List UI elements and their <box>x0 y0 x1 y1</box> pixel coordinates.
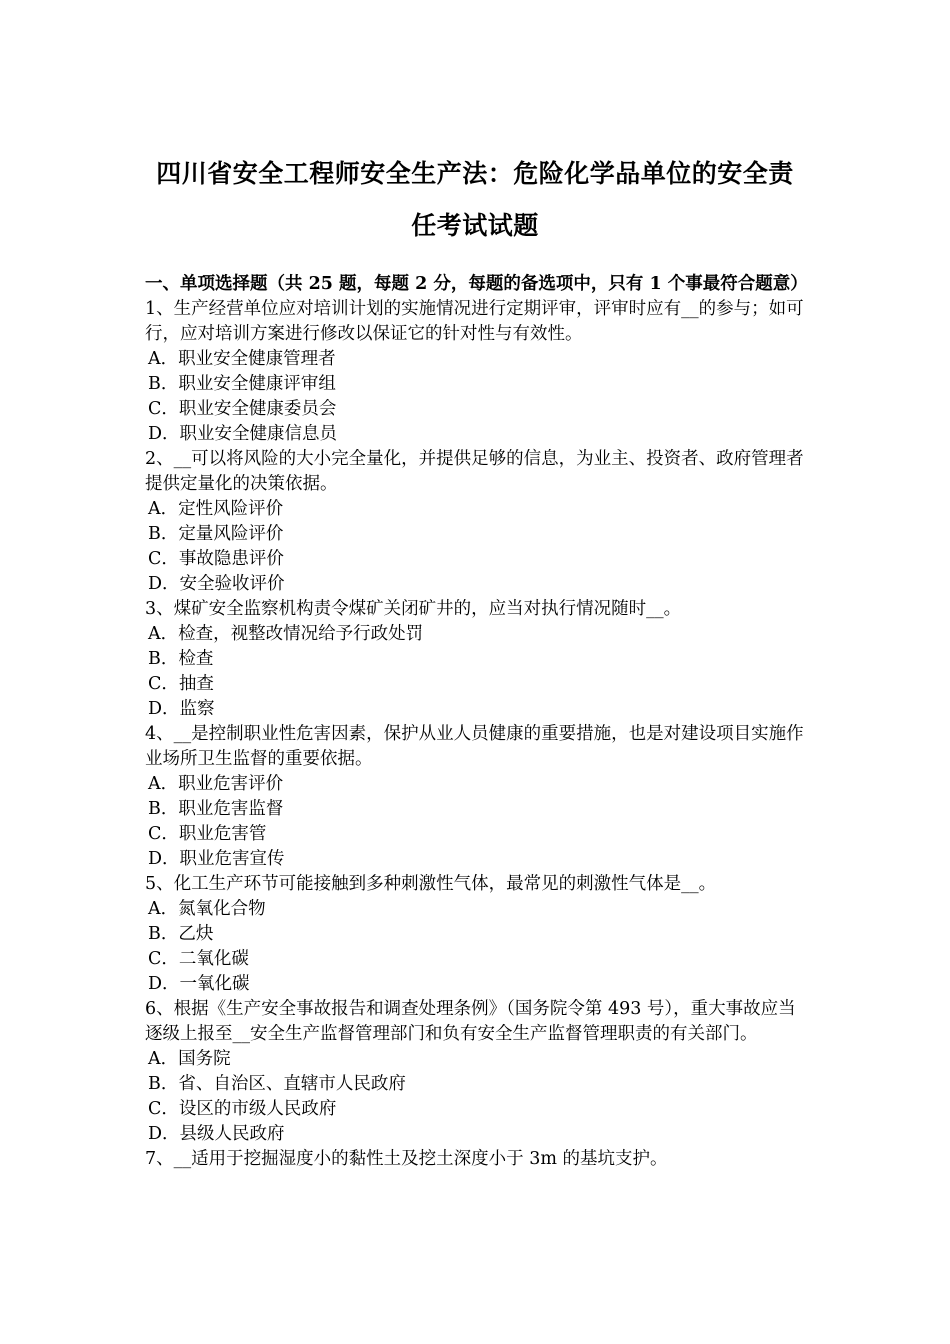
question-6 <box>145 997 810 1147</box>
option-c: C．事故隐患评价 <box>148 549 284 569</box>
question-5 <box>145 872 810 997</box>
option-b: B．乙炔 <box>148 924 214 944</box>
question-2 <box>145 447 810 597</box>
question-text: 4、__是控制职业性危害因素，保护从业人员健康的重要措施，也是对建设项目实施作业场所卫生监督的重要依据。 <box>145 724 804 769</box>
option-b: B．定量风险评价 <box>148 524 284 544</box>
option-a: A．职业安全健康管理者 <box>148 349 336 369</box>
question-4 <box>145 722 810 872</box>
option-b: B．职业危害监督 <box>148 799 284 819</box>
option-b: B．检查 <box>148 649 214 669</box>
option-c: C．抽查 <box>148 674 214 694</box>
option-d: D．安全验收评价 <box>148 574 285 594</box>
question-text: 3、煤矿安全监察机构责令煤矿关闭矿井的，应当对执行情况随时__。 <box>145 599 682 619</box>
option-a: A．定性风险评价 <box>148 499 284 519</box>
option-a: A．职业危害评价 <box>148 774 284 794</box>
option-b: B．省、自治区、直辖市人民政府 <box>148 1074 406 1094</box>
question-1 <box>145 297 810 447</box>
question-3 <box>145 597 810 722</box>
option-d: D．监察 <box>148 699 215 719</box>
section-heading: 一、单项选择题（共 25 题，每题 2 分，每题的备选项中，只有 1 个事最符合题意） <box>145 274 808 294</box>
option-c: C．设区的市级人民政府 <box>148 1099 337 1119</box>
option-c: C．二氧化碳 <box>148 949 249 969</box>
option-a: A．氮氧化合物 <box>148 899 266 919</box>
question-text: 6、根据《生产安全事故报告和调查处理条例》（国务院令第 493 号），重大事故应当逐级上报至__安全生产监督管理部门和负有安全生产监督管理职责的有关部门。 <box>145 999 796 1044</box>
option-a: A．国务院 <box>148 1049 231 1069</box>
question-text: 1、生产经营单位应对培训计划的实施情况进行定期评审，评审时应有__的参与；如可行，应对培训方案进行修改以保证它的针对性与有效性。 <box>145 299 804 344</box>
question-text: 5、化工生产环节可能接触到多种刺激性气体，最常见的刺激性气体是__。 <box>145 874 717 894</box>
option-c: C．职业安全健康委员会 <box>148 399 337 419</box>
document-body <box>145 272 810 1172</box>
option-c: C．职业危害管 <box>148 824 267 844</box>
option-a: A．检查，视整改情况给予行政处罚 <box>148 624 424 644</box>
question-text: 2、__可以将风险的大小完全量化，并提供足够的信息，为业主、投资者、政府管理者提供定量化的决策依据。 <box>145 449 804 494</box>
option-d: D．职业危害宣传 <box>148 849 285 869</box>
option-d: D．职业安全健康信息员 <box>148 424 338 444</box>
document-title: 四川省安全工程师安全生产法：危险化学品单位的安全责任考试试题 <box>156 159 794 240</box>
question-text: 7、__适用于挖掘湿度小的黏性土及挖土深度小于 3m 的基坑支护。 <box>145 1149 668 1169</box>
option-d: D．一氧化碳 <box>148 974 250 994</box>
option-d: D．县级人民政府 <box>148 1124 285 1144</box>
option-b: B．职业安全健康评审组 <box>148 374 336 394</box>
question-7 <box>145 1147 810 1172</box>
